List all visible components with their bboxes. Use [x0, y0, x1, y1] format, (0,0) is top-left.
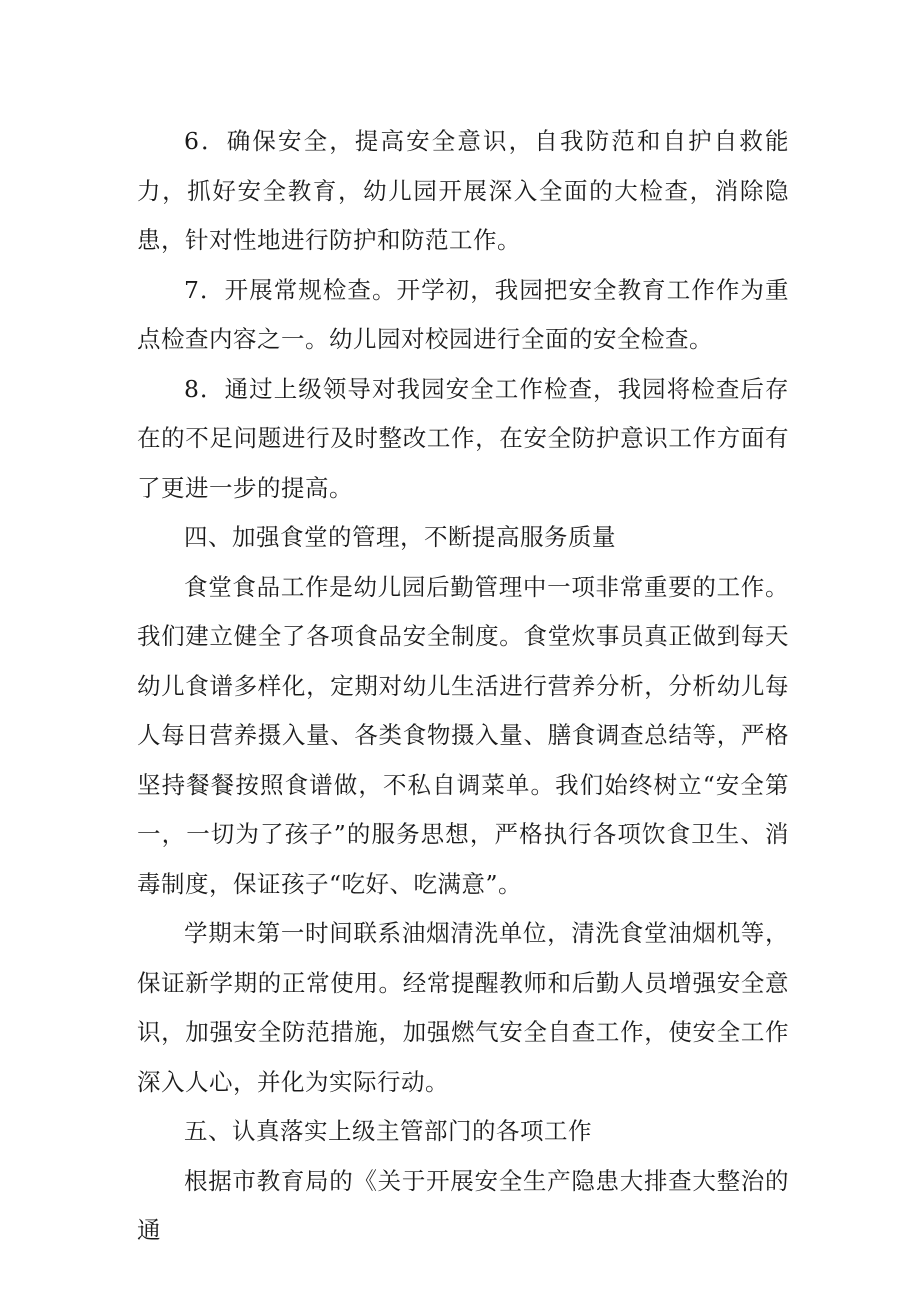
paragraph-term-end: 学期末第一时间联系油烟清洗单位，清洗食堂油烟机等，保证新学期的正常使用。经常提醒教师和后勤人员增强安全意识，加强安全防范措施，加强燃气安全自查工作，使安全工作深入人心，并化为实际行动。 [137, 919, 789, 1096]
paragraph-item-7: 7．开展常规检查。开学初，我园把安全教育工作作为重点检查内容之一。幼儿园对校园进行全面的安全检查。 [137, 275, 789, 353]
document-body [137, 117, 789, 1256]
paragraph-item-6: 6．确保安全，提高安全意识，自我防范和自护自救能力，抓好安全教育，幼儿园开展深入全面的大检查，消除隐患，针对性地进行防护和防范工作。 [137, 127, 789, 254]
paragraph-education-bureau: 根据市教育局的《关于开展安全生产隐患大排查大整治的通 [137, 1166, 789, 1244]
section-heading-4: 四、加强食堂的管理，不断提高服务质量 [184, 523, 616, 551]
paragraph-canteen: 食堂食品工作是幼儿园后勤管理中一项非常重要的工作。我们建立健全了各项食品安全制度。食堂炊事员真正做到每天幼儿食谱多样化，定期对幼儿生活进行营养分析，分析幼儿每人每日营养摄入量、各类食物摄入量、膳食调查总结等，严格坚持餐餐按照食谱做，不私自调菜单。我们始终树立“安全第一，一切为了孩子”的服务思想，严格执行各项饮食卫生、消毒制度，保证孩子“吃好、吃满意”。 [137, 572, 789, 898]
section-heading-5: 五、认真落实上级主管部门的各项工作 [184, 1117, 592, 1145]
paragraph-item-8: 8．通过上级领导对我园安全工作检查，我园将检查后存在的不足问题进行及时整改工作，在安全防护意识工作方面有了更进一步的提高。 [137, 374, 789, 502]
